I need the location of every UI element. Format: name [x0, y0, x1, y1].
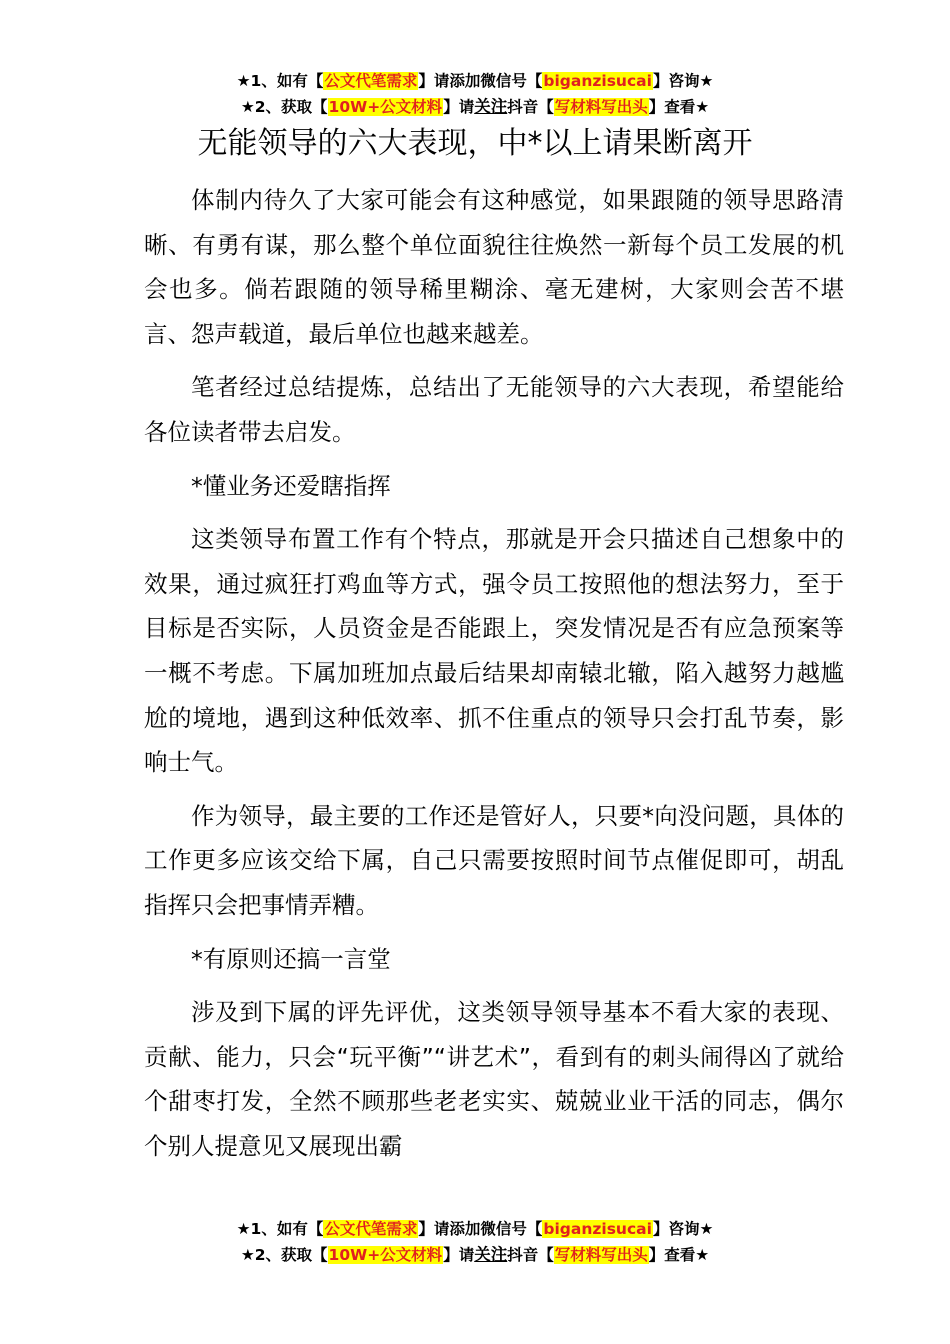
footer-line-2	[0, 1242, 950, 1267]
header-line-1	[0, 69, 950, 94]
header-highlight-materials: 10W+公文材料	[328, 98, 443, 116]
footer-line-1-middle: 】请添加微信号【	[418, 1220, 543, 1238]
body-paragraph-2: 笔者经过总结提炼，总结出了无能领导的六大表现，希望能给各位读者带去启发。	[144, 373, 844, 446]
header-line-1-prefix: ★1、如有【	[236, 72, 324, 90]
header-line-2-prefix: ★2、获取【	[240, 98, 328, 116]
body-paragraph-1: 体制内待久了大家可能会有这种感觉，如果跟随的领导思路清晰、有勇有谋，那么整个单位面貌往往焕然一新每个员工发展的机会也多。倘若跟随的领导稀里糊涂、毫无建树，大家则会苦不堪言、怨声载道，最后单位也越来越差。	[144, 186, 844, 348]
header-underlined-follow: 关注	[474, 97, 508, 116]
section-heading-1: *懂业务还爱瞎指挥	[191, 471, 391, 500]
header-line-2-middle-a: 】请	[443, 98, 475, 116]
header-line-1-suffix: 】咨询★	[652, 72, 714, 90]
footer-banner	[0, 1217, 950, 1267]
header-line-2-middle-b: 抖音【	[507, 98, 554, 116]
footer-line-1	[0, 1217, 950, 1242]
footer-line-2-middle-b: 抖音【	[507, 1246, 554, 1264]
header-line-1-middle: 】请添加微信号【	[418, 72, 543, 90]
body-paragraph-5: 涉及到下属的评先评优，这类领导领导基本不看大家的表现、贡献、能力，只会“玩平衡”“讲艺术”，看到有的刺头闹得凶了就给个甜枣打发，全然不顾那些老老实实、兢兢业业干活的同志，偶尔个别人提意见又展现出霸	[144, 998, 844, 1160]
footer-line-1-prefix: ★1、如有【	[236, 1220, 324, 1238]
footer-highlight-douyin-account: 写材料写出头	[554, 1246, 648, 1264]
header-highlight-wechat-id: biganzisucai	[543, 72, 652, 90]
footer-underlined-follow: 关注	[474, 1245, 508, 1264]
header-highlight-douyin-account: 写材料写出头	[554, 98, 648, 116]
header-banner	[0, 69, 950, 119]
body-paragraph-4: 作为领导，最主要的工作还是管好人，只要*向没问题，具体的工作更多应该交给下属，自己只需要按照时间节点催促即可，胡乱指挥只会把事情弄糟。	[144, 801, 844, 919]
footer-highlight-wechat-id: biganzisucai	[543, 1220, 652, 1238]
document-title: 无能领导的六大表现，中*以上请果断离开	[197, 126, 753, 161]
footer-line-2-suffix: 】查看★	[648, 1246, 710, 1264]
body-paragraph-3: 这类领导布置工作有个特点，那就是开会只描述自己想象中的效果，通过疯狂打鸡血等方式，强令员工按照他的想法努力，至于目标是否实际，人员资金是否能跟上，突发情况是否有应急预案等一概不考虑。下属加班加点最后结果却南辕北辙，陷入越努力越尴尬的境地，遇到这种低效率、抓不住重点的领导只会打乱节奏，影响士气。	[144, 525, 844, 777]
header-highlight-ghostwriting: 公文代笔需求	[324, 72, 418, 90]
header-line-2	[0, 94, 950, 119]
footer-highlight-materials: 10W+公文材料	[328, 1246, 443, 1264]
footer-line-2-middle-a: 】请	[443, 1246, 475, 1264]
document-body	[144, 178, 844, 1168]
footer-line-1-suffix: 】咨询★	[652, 1220, 714, 1238]
footer-line-2-prefix: ★2、获取【	[240, 1246, 328, 1264]
header-line-2-suffix: 】查看★	[648, 98, 710, 116]
section-heading-2: *有原则还搞一言堂	[191, 944, 391, 973]
footer-highlight-ghostwriting: 公文代笔需求	[324, 1220, 418, 1238]
